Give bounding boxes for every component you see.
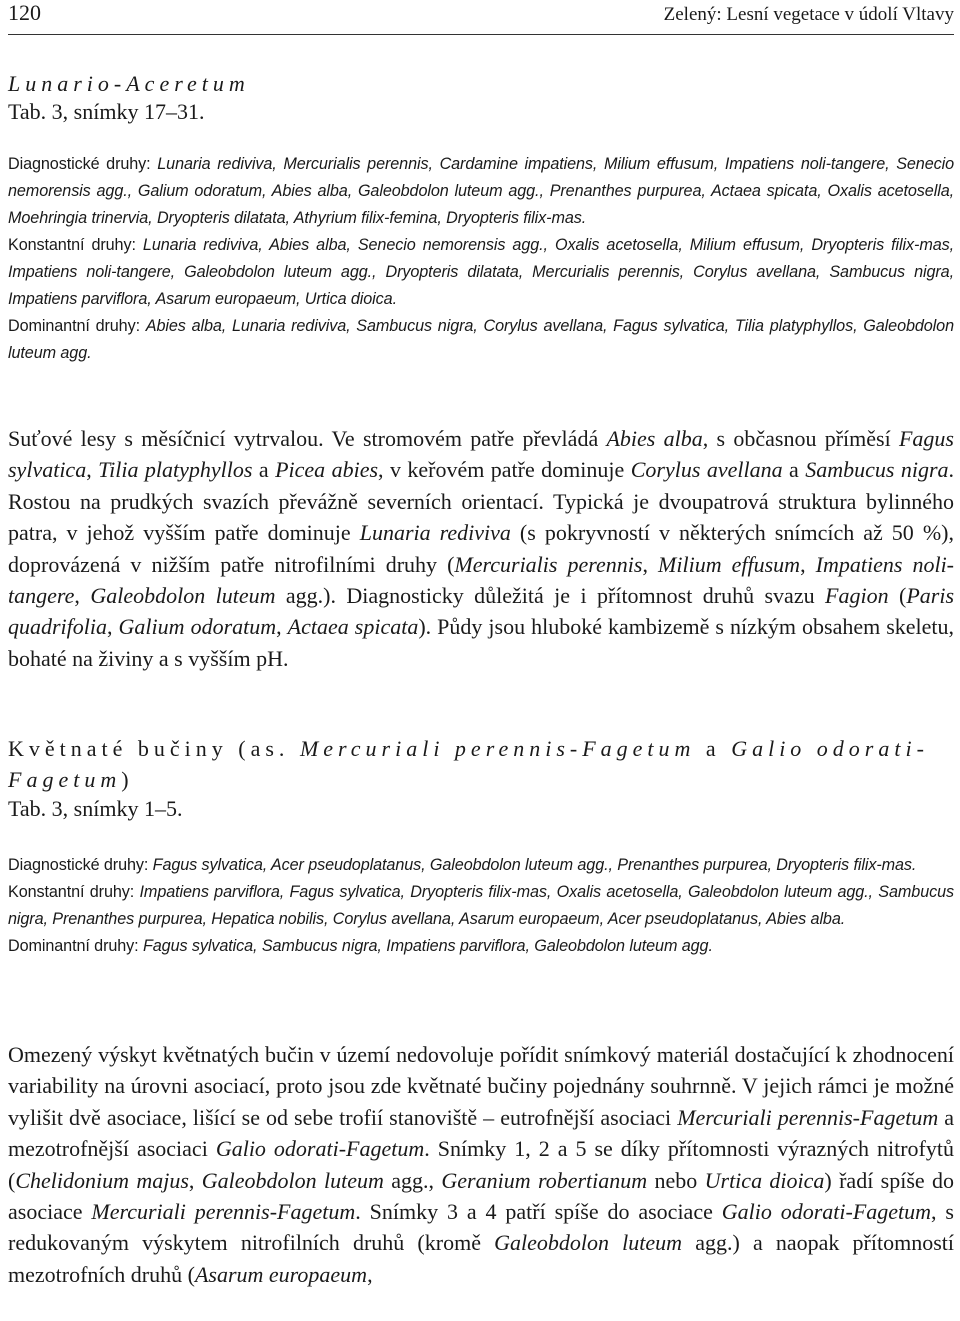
section-1-heading (8, 70, 954, 126)
section-2-heading (8, 733, 954, 823)
species-name: Geranium robertianum (441, 1167, 648, 1193)
constant-label: Konstantní druhy: (8, 883, 135, 901)
section-2-table-ref: Tab. 3, snímky 1–5. (8, 796, 183, 821)
dominant-species (8, 933, 954, 960)
diagnostic-list: Fagus sylvatica, Acer pseudoplatanus, Galeobdolon luteum agg., Prenanthes purpurea, Dryopteris filix-mas. (152, 856, 917, 874)
species-name: Abies alba (606, 426, 703, 451)
text-run: a (252, 457, 276, 483)
text-run: . Snímky 1, 2 a 5 se díky přítomnosti výrazných nitrofytů ( (8, 1136, 954, 1193)
constant-species (8, 879, 954, 933)
species-name: Lunaria rediviva (359, 520, 511, 546)
species-name: Galeobdolon luteum (90, 583, 276, 609)
constant-label: Konstantní druhy: (8, 236, 136, 254)
title-conjunction: a (695, 736, 732, 761)
text-run: . Snímky 3 a 4 patří spíše do asociace (355, 1199, 722, 1225)
text-run: nebo (647, 1167, 705, 1193)
constant-list: Impatiens parviflora, Fagus sylvatica, Dryopteris filix-mas, Oxalis acetosella, Galeobdolon luteum agg., Sambucus nigra, Prenanthes purpurea, Hepatica nobilis, Corylus avellana, Asarum europaeum, Acer pseudoplatanus, Abies alba. (8, 883, 954, 928)
dominant-list: Fagus sylvatica, Sambucus nigra, Impatiens parviflora, Galeobdolon luteum agg. (142, 937, 713, 955)
species-name: Tilia platyphyllos (98, 457, 253, 483)
text-run: ) řadí spíše do asociace (8, 1167, 955, 1225)
diagnostic-list: Lunaria rediviva, Mercurialis perennis, Cardamine impatiens, Milium effusum, Impatiens noli-tangere, Senecio nemorensis agg., Galium odoratum, Abies alba, Galeobdolon luteum agg., Prenanthes purpurea, Actaea spicata, Oxalis acetosella, Moehringia trinervia, Dryopteris dilatata, Athyrium filix-femina, Dryopteris filix-mas. (8, 155, 954, 227)
text-run: , (86, 457, 99, 483)
dominant-list: Abies alba, Lunaria rediviva, Sambucus nigra, Corylus avellana, Fagus sylvatica, Tilia platyphyllos, Galeobdolon luteum agg. (8, 317, 954, 362)
association-name: Galio odorati-Fagetum (8, 736, 929, 792)
dominant-label: Dominantní druhy: (8, 937, 139, 955)
species-name: Corylus avellana (630, 457, 783, 483)
syntaxon-name: Fagion (825, 583, 889, 609)
species-name: Picea abies (275, 457, 379, 483)
text-run: ). Půdy jsou hluboké kambizemě s nízkým obsahem skeletu, bohaté na živiny a s vyšším pH. (8, 614, 955, 671)
text-run: , (74, 583, 91, 609)
text-run: agg.) a naopak přítomností mezotrofních druhů ( (8, 1230, 954, 1287)
diagnostic-species (8, 151, 954, 232)
text-run: , s redukovaným výskytem nitrofilních druhů (kromě (8, 1199, 954, 1256)
text-run: a (782, 457, 806, 483)
species-name: Galium odoratum (118, 614, 277, 640)
text-run: , (276, 614, 288, 640)
text-run: agg.). Diagnosticky důležitá je i přítomnost druhů svazu (275, 583, 826, 609)
text-run: (s pokryvností v některých snímcích až 50 %), doprovázená v nižším patře nitrofilními druhy ( (8, 520, 954, 577)
section-1-title: Lunario-Aceretum (8, 71, 250, 96)
text-run: , (642, 551, 659, 577)
dominant-label: Dominantní druhy: (8, 317, 140, 335)
species-name: Galeobdolon luteum (201, 1167, 384, 1193)
page-number: 120 (8, 0, 41, 25)
section-2-paragraph (8, 1039, 954, 1290)
text-run: , (188, 1167, 202, 1193)
association-name: Mercuriali perennis-Fagetum (91, 1199, 356, 1225)
text-run: , v keřovém patře dominuje (378, 457, 631, 483)
section-1-paragraph (8, 423, 954, 674)
text-run: Omezený výskyt květnatých bučin v území nedovoluje pořídit snímkový materiál dostačující k zhodnocení variability na úrovni asociací, proto jsou zde květnaté bučiny pojednány souhrnně. V jejich rámci je možné vylišit dvě asociace, lišící se od sebe trofií stanoviště – eutrofnější asociaci (8, 1042, 954, 1130)
species-name: Fagus sylvatica (8, 426, 954, 483)
constant-species (8, 232, 954, 313)
text-run: , (367, 1261, 373, 1287)
species-name: Paris quadrifolia (8, 583, 955, 640)
section-1-species (8, 151, 954, 367)
running-head (8, 0, 954, 30)
species-name: Sambucus nigra (805, 457, 949, 483)
association-name: Mercuriali perennis-Fagetum (677, 1104, 939, 1130)
text-run: a mezotrofnější asociaci (8, 1104, 955, 1162)
association-name: Galio odorati-Fagetum (215, 1136, 425, 1162)
constant-list: Lunaria rediviva, Abies alba, Senecio nemorensis agg., Oxalis acetosella, Milium effusum, Dryopteris filix-mas, Impatiens noli-tangere, Galeobdolon luteum agg., Dryopteris dilatata, Mercurialis perennis, Corylus avellana, Sambucus nigra, Impatiens parviflora, Asarum europaeum, Urtica dioica. (8, 236, 955, 308)
association-name: Mercuriali perennis-Fagetum (299, 736, 696, 761)
text-run: , s občasnou příměsí (702, 426, 899, 451)
species-name: Mercurialis perennis (454, 551, 643, 577)
diagnostic-label: Diagnostické druhy: (8, 155, 151, 173)
diagnostic-species (8, 852, 954, 879)
text-run: agg., (383, 1167, 442, 1193)
species-name: Asarum europaeum (194, 1261, 368, 1287)
diagnostic-label: Diagnostické druhy: (8, 856, 149, 874)
text-run: ( (888, 583, 907, 609)
text-run: , (800, 551, 816, 577)
species-name: Galeobdolon luteum (494, 1230, 683, 1256)
running-title: Zelený: Lesní vegetace v údolí Vltavy (663, 4, 954, 25)
text-run: . Rostou na prudkých svazích převážně severních orientací. Typická je dvoupatrová struktura bylinného patra, v jehož vyšším patře dominuje (8, 457, 955, 546)
header-rule (8, 34, 954, 35)
title-prefix: Květnaté bučiny (as. (8, 736, 300, 761)
species-name: Impatiens noli-tangere (8, 551, 955, 609)
title-suffix: ) (121, 767, 134, 792)
species-name: Chelidonium majus (15, 1167, 189, 1193)
species-name: Milium effusum (658, 551, 801, 577)
species-name: Urtica dioica (704, 1167, 825, 1193)
text-run: Suťové lesy s měsíčnicí vytrvalou. Ve stromovém patře převládá (8, 426, 607, 451)
section-2-species (8, 852, 954, 960)
section-2-title (8, 733, 954, 795)
page (8, 0, 954, 1321)
dominant-species (8, 313, 954, 367)
text-run: , (107, 614, 119, 640)
section-1-table-ref: Tab. 3, snímky 17–31. (8, 99, 205, 124)
association-name: Galio odorati-Fagetum (721, 1199, 932, 1225)
species-name: Actaea spicata (287, 614, 419, 640)
